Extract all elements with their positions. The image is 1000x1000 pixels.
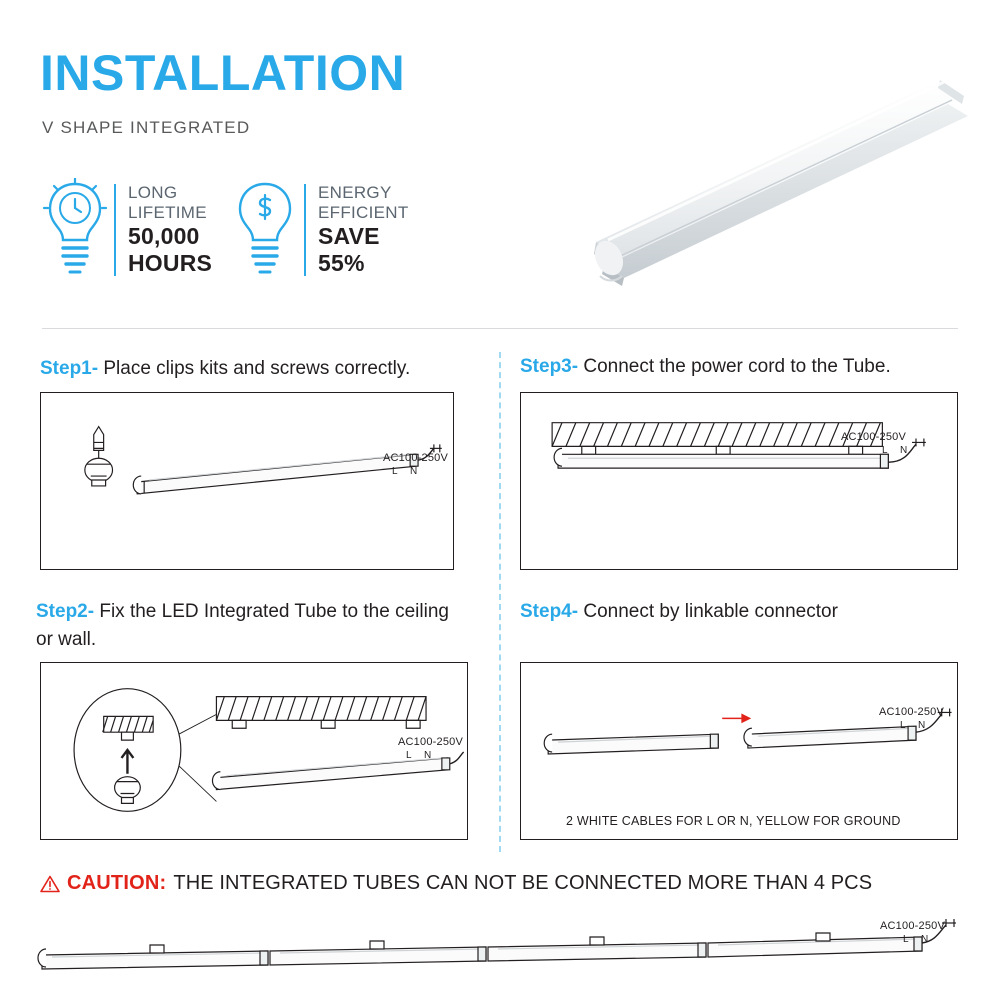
feature-line2: LIFETIME [128, 202, 207, 222]
step2-diagram-panel [40, 662, 468, 840]
linked-tubes-diagram [30, 905, 970, 995]
step4-terminal-l: L [900, 720, 906, 731]
step4-note: 2 WHITE CABLES FOR L OR N, YELLOW FOR GROUND [566, 814, 901, 828]
step1-terminal-l: L [392, 466, 398, 477]
caution-label: CAUTION: [67, 872, 167, 894]
caution-row [40, 872, 872, 895]
step1-diagram [41, 393, 453, 569]
step4-voltage-label: AC100-250V [879, 706, 944, 718]
feature-long-lifetime [42, 178, 212, 282]
step2-voltage-label: AC100-250V [398, 736, 463, 748]
step3-diagram [521, 393, 957, 569]
step4-key: Step4- [520, 601, 579, 622]
page-subtitle: V SHAPE INTEGRATED [42, 118, 251, 137]
step4-label [520, 598, 838, 626]
caution-voltage-label: AC100-250V [880, 920, 945, 932]
step2-text: Fix the LED Integrated Tube to the ceiling or wall. [36, 601, 449, 650]
product-photo-v-shape-tube [556, 70, 976, 310]
feature-value1: 50,000 [128, 222, 200, 249]
caution-terminal-l: L [903, 934, 909, 945]
step3-text: Connect the power cord to the Tube. [583, 356, 891, 377]
feature-divider [114, 184, 116, 276]
step3-terminal-l: L [882, 445, 888, 456]
step2-label [36, 598, 456, 653]
caution-terminal-n: N [921, 934, 929, 945]
step2-terminal-n: N [424, 750, 432, 761]
step3-terminal-n: N [900, 445, 908, 456]
feature-line1: ENERGY [318, 182, 392, 202]
caution-message: THE INTEGRATED TUBES CAN NOT BE CONNECTED MORE THAN 4 PCS [173, 872, 873, 894]
header-divider [42, 328, 958, 329]
step3-diagram-panel [520, 392, 958, 570]
feature-energy-efficient [232, 178, 409, 282]
step3-label [520, 353, 891, 381]
step4-text: Connect by linkable connector [583, 601, 838, 622]
warning-triangle-icon [40, 875, 60, 893]
step2-key: Step2- [36, 601, 95, 622]
step2-diagram [41, 663, 467, 839]
bulb-dollar-icon [232, 178, 298, 282]
feature-value1: SAVE [318, 222, 380, 249]
step2-terminal-l: L [406, 750, 412, 761]
feature-line1: LONG [128, 182, 178, 202]
step4-terminal-n: N [918, 720, 926, 731]
step1-key: Step1- [40, 358, 99, 379]
feature-value2: 55% [318, 250, 365, 277]
step4-diagram [521, 663, 957, 839]
feature-value2: HOURS [128, 250, 213, 277]
step1-label [40, 355, 410, 383]
step1-text: Place clips kits and screws correctly. [103, 358, 411, 379]
feature-line2: EFFICIENT [318, 202, 409, 222]
column-divider [499, 352, 501, 852]
step3-key: Step3- [520, 356, 579, 377]
step3-voltage-label: AC100-250V [841, 431, 906, 443]
bulb-clock-icon [42, 178, 108, 282]
step1-voltage-label: AC100-250V [383, 452, 448, 464]
step1-terminal-n: N [410, 466, 418, 477]
feature-divider [304, 184, 306, 276]
page-title: INSTALLATION [40, 45, 406, 101]
step1-diagram-panel [40, 392, 454, 570]
